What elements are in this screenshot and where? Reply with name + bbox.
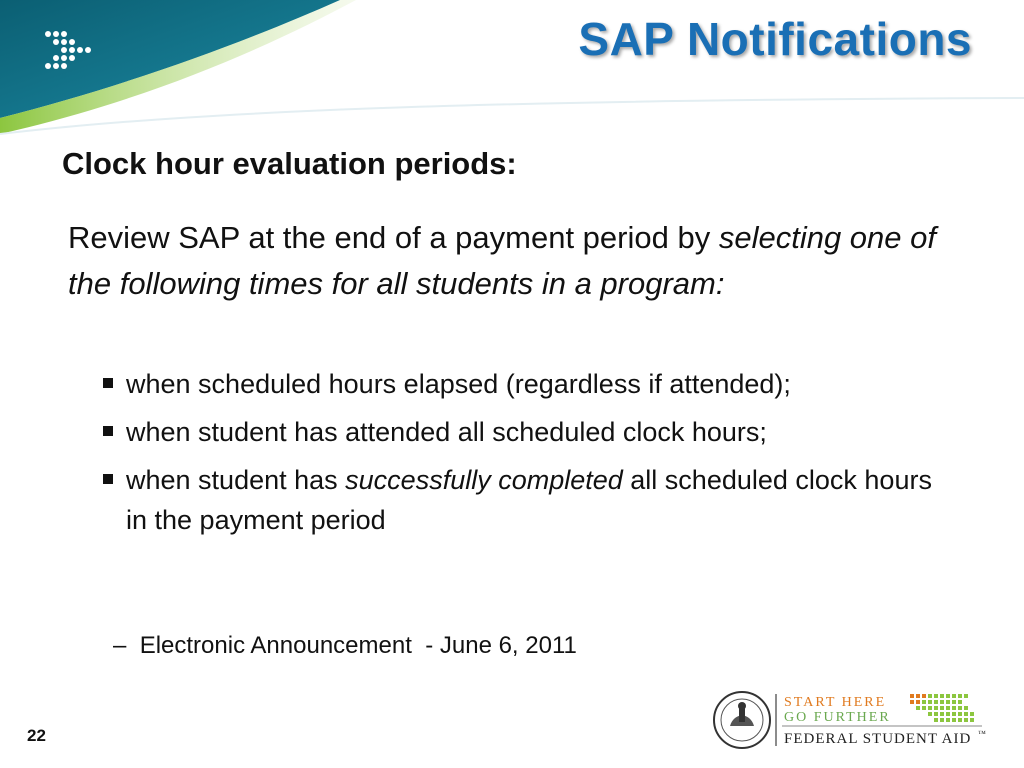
square-bullet-icon bbox=[103, 474, 113, 484]
bullet-item bbox=[100, 412, 960, 452]
square-bullet-icon bbox=[103, 426, 113, 436]
page-number: 22 bbox=[27, 726, 46, 745]
logo-line-2: GO FURTHER bbox=[784, 710, 891, 725]
source-reference-text: Electronic Announcement - June 6, 2011 bbox=[139, 632, 577, 659]
logo-line-3: FEDERAL STUDENT AID bbox=[784, 731, 972, 747]
dotted-arrow-logo-icon bbox=[44, 30, 94, 74]
bullet-list bbox=[100, 364, 960, 548]
intro-paragraph bbox=[68, 215, 948, 307]
bullet-text: when student has bbox=[126, 465, 346, 495]
department-seal-icon bbox=[714, 692, 770, 748]
bullet-text: when scheduled hours elapsed (regardless if attended); bbox=[126, 369, 791, 399]
source-reference bbox=[113, 632, 577, 660]
bullet-text: when student has attended all scheduled clock hours; bbox=[126, 417, 767, 447]
intro-plain-text: Review SAP at the end of a payment period by bbox=[68, 220, 711, 255]
intro-italic-text: selecting one of the following times for all students in a program: bbox=[68, 220, 936, 301]
dot-grid-icon bbox=[910, 694, 974, 722]
trademark-symbol: ™ bbox=[978, 729, 986, 738]
bullet-text-continued: all scheduled clock hours in the payment period bbox=[126, 465, 932, 535]
logo-line-1: START HERE bbox=[784, 695, 887, 710]
dash-marker: – bbox=[113, 632, 127, 659]
federal-student-aid-logo bbox=[712, 688, 992, 752]
slide-title: SAP Notifications bbox=[578, 13, 972, 65]
bullet-item bbox=[100, 460, 960, 540]
square-bullet-icon bbox=[103, 378, 113, 388]
section-heading: Clock hour evaluation periods: bbox=[62, 146, 517, 181]
bullet-item bbox=[100, 364, 960, 404]
bullet-emphasis-text: successfully completed bbox=[345, 465, 623, 495]
